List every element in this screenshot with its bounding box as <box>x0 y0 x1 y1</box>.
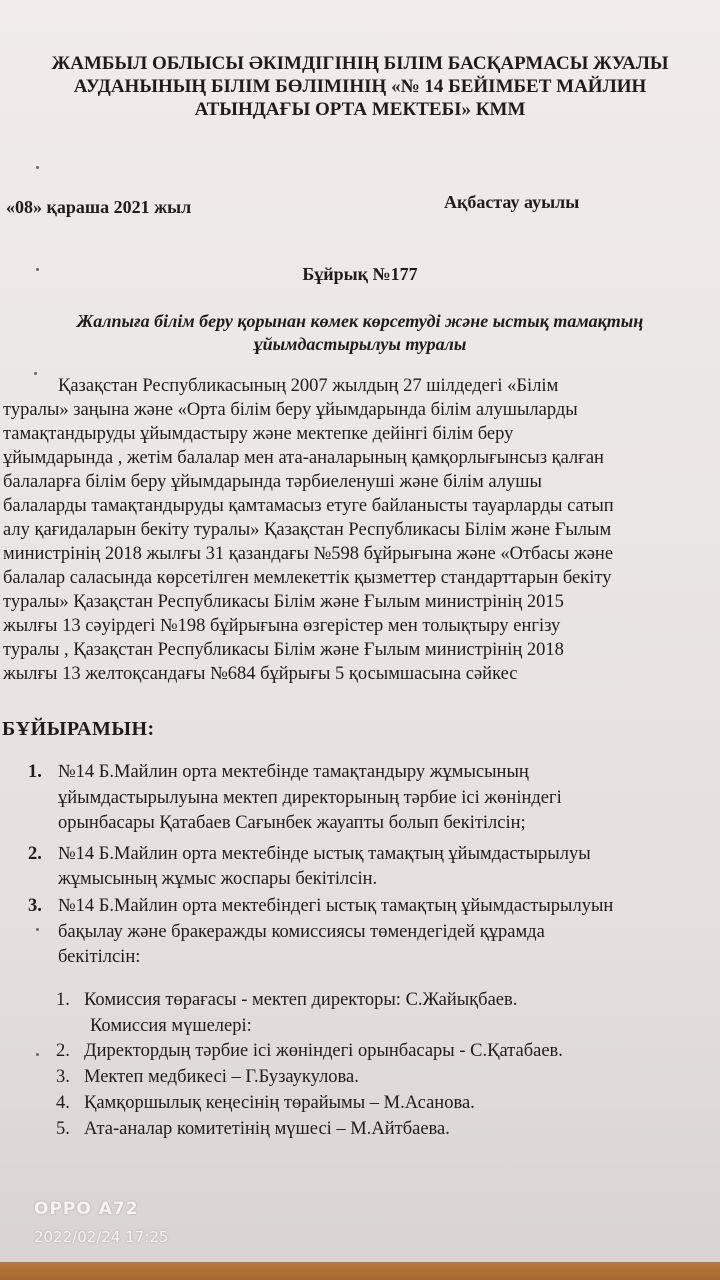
member-number: 1. <box>56 990 70 1010</box>
preamble-line: балалар саласында көрсетілген мемлекеттік қызметтер стандарттарын бекіту <box>3 568 612 588</box>
item-number: 1. <box>28 762 42 782</box>
preamble-line: алу қағидаларын бекіту туралы» Қазақстан Республикасы Білім және Ғылым <box>3 520 612 540</box>
item-number: 3. <box>28 896 42 916</box>
order-subject <box>0 310 720 356</box>
subject-line: ұйымдастырылуы туралы <box>253 334 467 354</box>
preamble-line: балаларды тамақтандыруды қамтамасыз етуге байланысты тауарларды сатып <box>3 496 614 516</box>
paper-speck <box>36 166 39 169</box>
member-line: Мектеп медбикесі – Г.Бузаукулова. <box>84 1067 359 1087</box>
member-number: 4. <box>56 1093 70 1113</box>
item-line: №14 Б.Майлин орта мектебінде ыстық тамақтың ұйымдастырылуы <box>58 844 591 864</box>
preamble-line: туралы» Қазақстан Республикасы Білім және Ғылым министрінің 2015 <box>3 592 564 612</box>
member-number: 2. <box>56 1041 70 1061</box>
order-place: Ақбастау ауылы <box>444 192 580 212</box>
preamble-line: министрінің 2018 жылғы 31 қазандағы №598 бұйрығына және «Отбасы және <box>3 544 614 564</box>
organization-header <box>0 52 720 121</box>
preamble-line: балаларға білім беру ұйымдарында тәрбиеленуші және білім алушы <box>3 472 542 492</box>
item-line: ұйымдастырылуына мектеп директорының тәрбие ісі жөніндегі <box>58 788 562 808</box>
decree-heading: БҰЙЫРАМЫН: <box>2 718 155 740</box>
member-line: Қамқоршылық кеңесінің төрайымы – М.Асанова. <box>84 1093 475 1113</box>
paper-speck <box>36 268 39 271</box>
preamble-line: жылғы 13 сәуірдегі №198 бұйрығына өзгерістер мен толықтыру енгізу <box>3 616 561 636</box>
preamble-line: туралы» заңына және «Орта білім беру ұйымдарында білім алушыларды <box>3 400 578 420</box>
item-line: №14 Б.Майлин орта мектебіндегі ыстық тамақтың ұйымдастырылуын <box>58 896 614 916</box>
members-caption: Комиссия мүшелері: <box>90 1016 252 1036</box>
order-number: Бұйрық №177 <box>302 264 418 284</box>
member-line: Комиссия төрағасы - мектеп директоры: С.Жайықбаев. <box>84 990 518 1010</box>
item-line: жұмысының жұмыс жоспары бекітілсін. <box>58 869 378 889</box>
paper-speck <box>36 1053 39 1056</box>
item-line: №14 Б.Майлин орта мектебінде тамақтандыру жұмысының <box>58 762 529 782</box>
preamble-line: жылғы 13 желтоқсандағы №684 бұйрығы 5 қосымшасына сәйкес <box>3 664 518 684</box>
org-line: АТЫНДАҒЫ ОРТА МЕКТЕБІ» КММ <box>194 99 526 120</box>
subject-line: Жалпыға білім беру қорынан көмек көрсетуді және ыстық тамақтың <box>76 311 644 331</box>
order-date: «08» қараша 2021 жыл <box>6 197 192 217</box>
preamble-line: тамақтандыруды ұйымдастыру және мектепке дейінгі білім беру <box>3 424 514 444</box>
member-line: Ата-аналар комитетінің мүшесі – М.Айтбаева. <box>84 1119 450 1139</box>
camera-timestamp: 2022/02/24 17:25 <box>34 1228 169 1246</box>
item-line: бекітілсін: <box>58 947 141 967</box>
org-line: АУДАНЫНЫҢ БІЛІМ БӨЛІМІНІҢ «№ 14 БЕЙІМБЕТ МАЙЛИН <box>73 76 647 97</box>
org-line: ЖАМБЫЛ ОБЛЫСЫ ӘКІМДІГІНІҢ БІЛІМ БАСҚАРМАСЫ ЖУАЛЫ <box>51 53 669 74</box>
member-number: 5. <box>56 1119 70 1139</box>
paper-speck <box>36 928 39 931</box>
item-line: бақылау және бракеражды комиссиясы төмендегідей құрамда <box>58 922 545 942</box>
camera-brand-watermark: OPPO A72 <box>34 1199 139 1219</box>
item-line: орынбасары Қатабаев Сағынбек жауапты болып бекітілсін; <box>58 813 526 833</box>
item-number: 2. <box>28 844 42 864</box>
member-line: Директордың тәрбие ісі жөніндегі орынбасары - С.Қатабаев. <box>84 1041 563 1061</box>
paper-speck <box>34 372 37 375</box>
member-number: 3. <box>56 1067 70 1087</box>
preamble-line: ұйымдарында , жетім балалар мен ата-аналарының қамқорлығынсыз қалған <box>3 448 604 468</box>
preamble-line: Қазақстан Республикасының 2007 жылдың 27 шілдедегі «Білім <box>58 376 559 396</box>
table-surface <box>0 1262 720 1280</box>
preamble-line: туралы , Қазақстан Республикасы Білім және Ғылым министрінің 2018 <box>3 640 564 660</box>
